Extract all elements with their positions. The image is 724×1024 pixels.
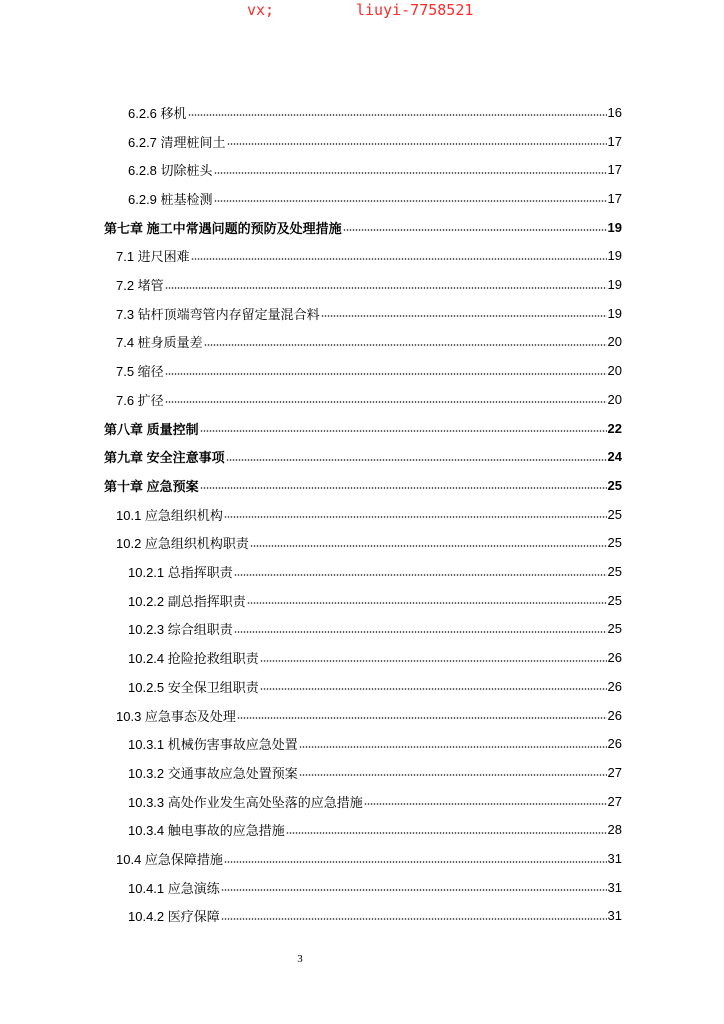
toc-entry-title: 6.2.6 移机 — [128, 105, 187, 121]
toc-entry[interactable] — [104, 471, 622, 500]
toc-entry-page: 28 — [607, 822, 622, 838]
toc-dot-leader — [364, 803, 607, 805]
toc-entry[interactable] — [128, 729, 622, 758]
toc-dot-leader — [214, 200, 607, 202]
toc-entry-page: 20 — [607, 334, 622, 350]
toc-entry[interactable] — [128, 615, 622, 644]
toc-entry-page: 24 — [607, 449, 622, 465]
toc-dot-leader — [226, 459, 607, 461]
toc-entry[interactable] — [128, 643, 622, 672]
toc-entry-page: 19 — [607, 277, 622, 293]
toc-entry[interactable] — [128, 557, 622, 586]
toc-entry-title: 10.4 应急保障措施 — [116, 852, 223, 868]
toc-entry-title: 6.2.8 切除桩头 — [128, 163, 213, 179]
toc-entry-title: 第十章 应急预案 — [104, 478, 199, 494]
toc-dot-leader — [221, 889, 607, 891]
toc-entry-title: 10.3.1 机械伤害事故应急处置 — [128, 737, 298, 753]
toc-entry[interactable] — [116, 844, 622, 873]
toc-entry[interactable] — [116, 701, 622, 730]
toc-dot-leader — [200, 487, 607, 489]
toc-dot-leader — [221, 918, 607, 920]
toc-entry-title: 10.2.1 总指挥职责 — [128, 565, 233, 581]
toc-entry-title: 10.3.2 交通事故应急处置预案 — [128, 765, 298, 781]
toc-entry-title: 7.1 进尺困难 — [116, 249, 190, 265]
toc-dot-leader — [204, 344, 607, 346]
toc-dot-leader — [321, 315, 607, 317]
toc-entry[interactable] — [116, 356, 622, 385]
toc-entry-title: 10.2.2 副总指挥职责 — [128, 593, 246, 609]
toc-dot-leader — [165, 287, 607, 289]
toc-entry-title: 10.4.2 医疗保障 — [128, 909, 220, 925]
toc-entry-title: 6.2.9 桩基检测 — [128, 191, 213, 207]
toc-entry[interactable] — [128, 155, 622, 184]
toc-entry-title: 7.4 桩身质量差 — [116, 335, 203, 351]
toc-entry-page: 17 — [607, 162, 622, 178]
toc-entry-page: 20 — [607, 391, 622, 407]
toc-entry-title: 第八章 质量控制 — [104, 421, 199, 437]
toc-entry-page: 17 — [607, 133, 622, 149]
toc-entry-page: 26 — [607, 707, 622, 723]
toc-dot-leader — [224, 861, 607, 863]
toc-entry-page: 17 — [607, 190, 622, 206]
toc-dot-leader — [165, 373, 607, 375]
toc-entry-title: 10.2.3 综合组职责 — [128, 622, 233, 638]
toc-entry[interactable] — [116, 328, 622, 357]
toc-entry-page: 22 — [607, 420, 622, 436]
toc-entry-page: 31 — [607, 851, 622, 867]
toc-entry-title: 10.2.5 安全保卫组职责 — [128, 679, 259, 695]
toc-entry-title: 10.2.4 抢险抢救组职责 — [128, 651, 259, 667]
toc-entry-page: 26 — [607, 650, 622, 666]
toc-entry-title: 第九章 安全注意事项 — [104, 450, 225, 466]
toc-dot-leader — [237, 717, 607, 719]
toc-dot-leader — [224, 516, 607, 518]
toc-entry[interactable] — [128, 672, 622, 701]
toc-entry[interactable] — [116, 385, 622, 414]
toc-dot-leader — [200, 430, 607, 432]
toc-entry-page: 25 — [607, 621, 622, 637]
toc-dot-leader — [247, 602, 607, 604]
toc-dot-leader — [214, 172, 607, 174]
toc-entry-page: 25 — [607, 592, 622, 608]
toc-entry[interactable] — [116, 500, 622, 529]
toc-entry-page: 25 — [607, 477, 622, 493]
toc-entry[interactable] — [116, 299, 622, 328]
toc-dot-leader — [188, 114, 607, 116]
toc-dot-leader — [234, 574, 607, 576]
toc-entry[interactable] — [128, 873, 622, 902]
toc-entry-title: 10.3.4 触电事故的应急措施 — [128, 823, 285, 839]
toc-entry[interactable] — [116, 242, 622, 271]
toc-dot-leader — [260, 660, 607, 662]
toc-entry[interactable] — [104, 213, 622, 242]
toc-entry-title: 7.2 堵管 — [116, 278, 164, 294]
toc-entry[interactable] — [128, 184, 622, 213]
toc-entry-page: 27 — [607, 793, 622, 809]
toc-entry-page: 31 — [607, 908, 622, 924]
toc-entry-page: 19 — [607, 305, 622, 321]
toc-entry[interactable] — [128, 902, 622, 931]
toc-entry-title: 第七章 施工中常遇问题的预防及处理措施 — [104, 220, 342, 236]
toc-dot-leader — [227, 143, 607, 145]
toc-entry[interactable] — [116, 529, 622, 558]
watermark — [0, 0, 724, 22]
toc-entry-title: 7.6 扩径 — [116, 392, 164, 408]
toc-entry[interactable] — [104, 414, 622, 443]
toc-dot-leader — [234, 631, 607, 633]
watermark-left-text: vx; — [247, 1, 275, 19]
toc-entry-title: 7.5 缩径 — [116, 364, 164, 380]
toc-entry[interactable] — [128, 586, 622, 615]
toc-entry-page: 16 — [607, 104, 622, 120]
toc-entry-title: 10.1 应急组织机构 — [116, 507, 223, 523]
toc-entry-page: 26 — [607, 678, 622, 694]
toc-entry-page: 19 — [607, 219, 622, 235]
toc-entry-title: 10.2 应急组织机构职责 — [116, 536, 249, 552]
toc-dot-leader — [260, 688, 607, 690]
toc-entry-page: 19 — [607, 248, 622, 264]
toc-dot-leader — [343, 229, 607, 231]
toc-entry[interactable] — [128, 816, 622, 845]
toc-entry-title: 6.2.7 清理桩间土 — [128, 134, 226, 150]
toc-entry-page: 26 — [607, 736, 622, 752]
toc-dot-leader — [191, 258, 607, 260]
toc-entry-page: 25 — [607, 535, 622, 551]
toc-entry-page: 25 — [607, 506, 622, 522]
toc-entry-title: 10.3 应急事态及处理 — [116, 708, 236, 724]
toc-entry-title: 10.4.1 应急演练 — [128, 880, 220, 896]
toc-entry-title: 10.3.3 高处作业发生高处坠落的应急措施 — [128, 794, 363, 810]
toc-dot-leader — [286, 832, 607, 834]
toc-entry[interactable] — [128, 758, 622, 787]
toc-entry-title: 7.3 钻杆顶端弯管内存留定量混合料 — [116, 306, 320, 322]
toc-entry-page: 31 — [607, 879, 622, 895]
toc-entry[interactable] — [128, 787, 622, 816]
toc-entry-page: 27 — [607, 764, 622, 780]
watermark-right-text: liuyi-7758521 — [356, 1, 474, 19]
toc-entry[interactable] — [116, 270, 622, 299]
page-number: 3 — [297, 953, 303, 965]
toc-entry[interactable] — [104, 442, 622, 471]
toc-dot-leader — [299, 746, 607, 748]
toc-entry-page: 20 — [607, 363, 622, 379]
toc-dot-leader — [299, 774, 607, 776]
toc-entry[interactable] — [128, 98, 622, 127]
toc-entry-page: 25 — [607, 564, 622, 580]
toc-dot-leader — [250, 545, 607, 547]
toc-dot-leader — [165, 401, 607, 403]
toc-entry[interactable] — [128, 127, 622, 156]
